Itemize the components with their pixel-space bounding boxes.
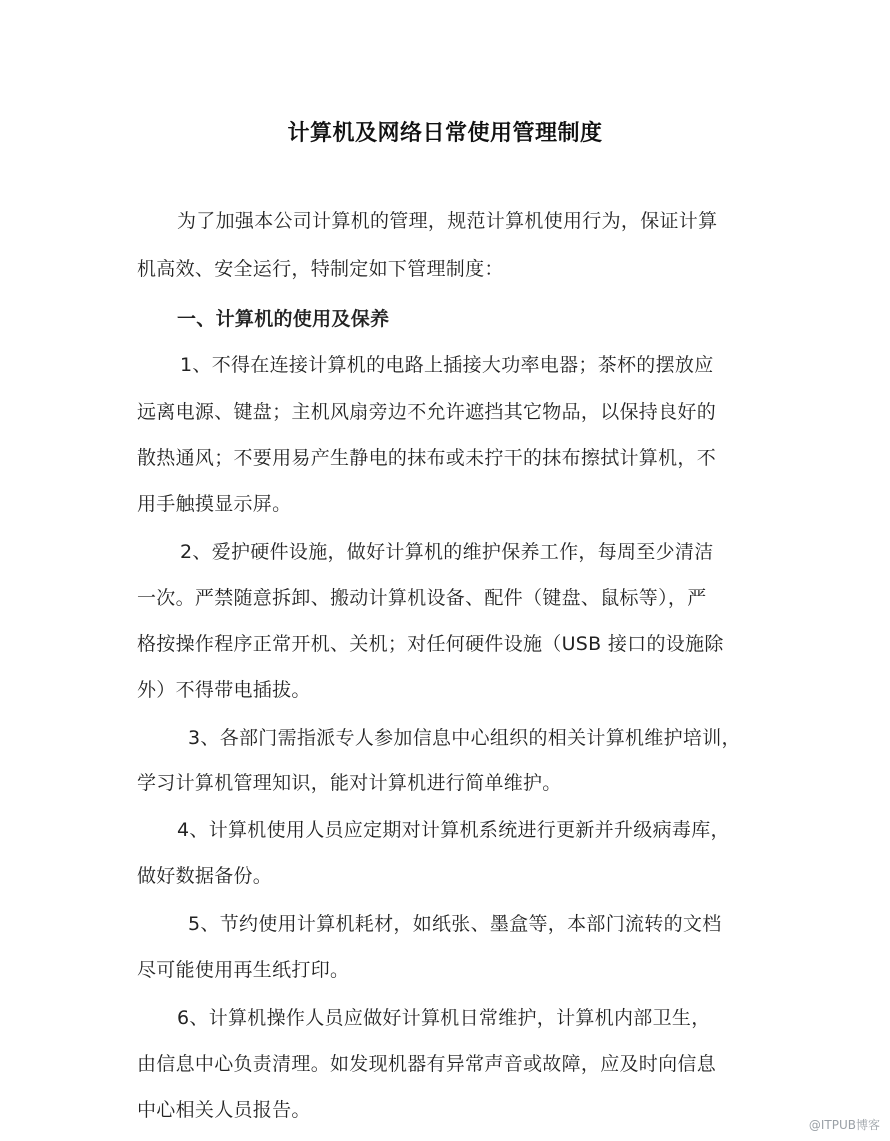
item-1-line-4: 用手触摸显示屏。: [137, 493, 292, 515]
item-1-line-3: 散热通风；不要用易产生静电的抹布或未拧干的抹布擦拭计算机，不: [137, 447, 717, 469]
item-2-line-2: 一次。严禁随意拆卸、搬动计算机设备、配件（键盘、鼠标等），严: [137, 587, 707, 609]
item-4-line-2: 做好数据备份。: [137, 865, 273, 887]
item-1-line-1: 1、不得在连接计算机的电路上插接大功率电器；茶杯的摆放应: [180, 354, 714, 376]
watermark-text: @ITPUB博客: [808, 1118, 880, 1132]
item-1-line-2: 远离电源、键盘；主机风扇旁边不允许遮挡其它物品，以保持良好的: [137, 401, 717, 423]
item-6-line-3: 中心相关人员报告。: [137, 1099, 311, 1121]
item-3-line-1: 3、各部门需指派专人参加信息中心组织的相关计算机维护培训，: [188, 727, 741, 749]
intro-line-2: 机高效、安全运行，特制定如下管理制度：: [137, 258, 504, 280]
item-5-line-1: 5、节约使用计算机耗材，如纸张、墨盒等，本部门流转的文档: [188, 913, 722, 935]
item-5-line-2: 尽可能使用再生纸打印。: [137, 959, 350, 981]
item-3-line-2: 学习计算机管理知识，能对计算机进行简单维护。: [137, 772, 562, 794]
item-2-line-1: 2、爱护硬件设施，做好计算机的维护保养工作，每周至少清洁: [180, 541, 714, 563]
item-2-line-4: 外）不得带电插拔。: [137, 679, 311, 701]
item-4-line-1: 4、计算机使用人员应定期对计算机系统进行更新并升级病毒库，: [177, 819, 730, 841]
section-heading: 一、计算机的使用及保养: [177, 308, 390, 330]
document-title: 计算机及网络日常使用管理制度: [287, 121, 603, 146]
intro-line-1: 为了加强本公司计算机的管理，规范计算机使用行为，保证计算: [177, 210, 718, 232]
item-2-line-3: 格按操作程序正常开机、关机；对任何硬件设施（USB 接口的设施除: [137, 633, 724, 655]
item-6-line-2: 由信息中心负责清理。如发现机器有异常声音或故障，应及时向信息: [137, 1053, 717, 1075]
item-6-line-1: 6、计算机操作人员应做好计算机日常维护，计算机内部卫生，: [177, 1007, 711, 1029]
